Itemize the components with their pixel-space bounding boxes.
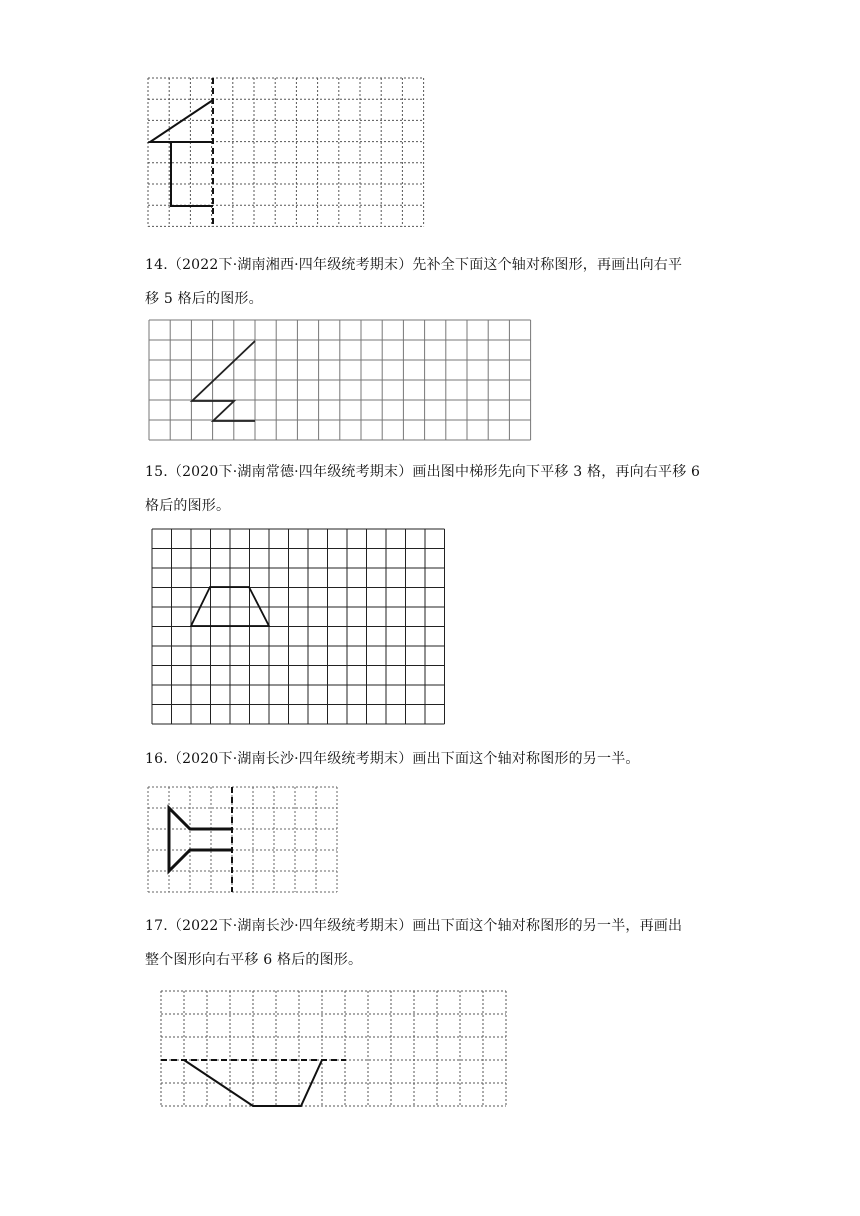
grid-figure-q17	[161, 991, 511, 1111]
shape-half	[169, 808, 232, 871]
solid-grid	[149, 320, 531, 440]
question-17	[145, 909, 725, 977]
grid-figure-q15	[152, 529, 446, 725]
grid-figure-q14	[149, 320, 533, 440]
dotted-grid	[148, 78, 424, 226]
shape-rectangle	[171, 142, 213, 206]
shape-triangle	[150, 100, 213, 142]
question-14	[145, 248, 725, 316]
question-17-line-2: 整个图形向右平移 6 格后的图形。	[145, 952, 363, 968]
grid-figure-q16	[148, 787, 340, 895]
dotted-grid	[148, 787, 337, 892]
question-16	[145, 742, 725, 776]
shape-zigzag	[192, 341, 255, 421]
grid-figure-q13	[148, 78, 428, 230]
question-15-line-2: 格后的图形。	[145, 498, 231, 514]
question-14-line-1: 14.（2022下·湖南湘西·四年级统考期末）先补全下面这个轴对称图形，再画出向右平	[145, 257, 683, 273]
question-17-line-1: 17.（2022下·湖南长沙·四年级统考期末）画出下面这个轴对称图形的另一半，再画出	[145, 918, 683, 934]
question-16-line-1: 16.（2020下·湖南长沙·四年级统考期末）画出下面这个轴对称图形的另一半。	[145, 751, 640, 767]
question-15	[145, 455, 725, 523]
question-14-line-2: 移 5 格后的图形。	[145, 291, 263, 307]
question-15-line-1: 15.（2020下·湖南常德·四年级统考期末）画出图中梯形先向下平移 3 格，再向右平移 6	[145, 464, 701, 480]
dotted-grid	[161, 991, 506, 1106]
